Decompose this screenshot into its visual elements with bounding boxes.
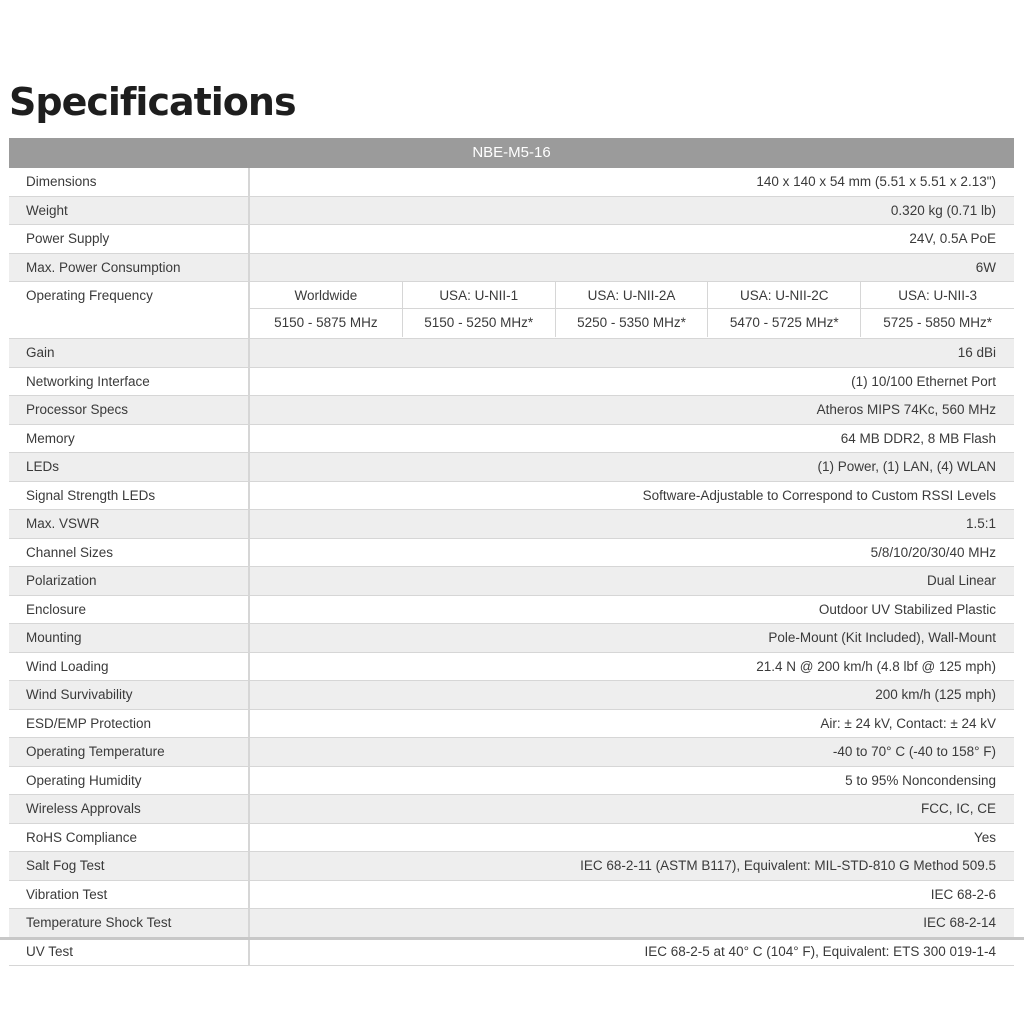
spec-label: Memory [9,425,250,453]
model-header: NBE-M5-16 [9,138,1014,168]
spec-row [9,482,1014,511]
spec-value: IEC 68-2-14 [250,909,1014,937]
spec-label: Channel Sizes [9,539,250,567]
spec-label: Networking Interface [9,368,250,396]
spec-row [9,197,1014,226]
spec-row [9,710,1014,739]
spec-value: 21.4 N @ 200 km/h (4.8 lbf @ 125 mph) [756,658,996,674]
spec-value: Outdoor UV Stabilized Plastic [818,601,996,617]
spec-label: UV Test [9,938,250,966]
spec-label: RoHS Compliance [9,824,250,852]
spec-row [9,539,1014,568]
spec-row [9,396,1014,425]
spec-row [9,852,1014,881]
spec-value: 64 MB DDR2, 8 MB Flash [840,430,996,446]
frequency-region: USA: U-NII-1 [403,282,556,309]
spec-value: IEC 68-2-11 (ASTM B117), Equivalent: MIL-STD-810 G Method 509.5 [250,852,1014,880]
spec-value: 140 x 140 x 54 mm (5.51 x 5.51 x 2.13") [756,174,996,189]
spec-value: (1) Power, (1) LAN, (4) WLAN [250,453,1014,481]
frequency-range: 5150 - 5875 MHz [250,309,403,337]
spec-label: Wind Loading [9,653,250,681]
spec-label: Wireless Approvals [9,795,250,823]
spec-value: Atheros MIPS 74Kc, 560 MHz [250,396,1014,424]
spec-label: Max. VSWR [9,510,250,538]
spec-value: 6W [250,254,1014,282]
spec-label: Operating Frequency [9,282,250,338]
spec-row [9,254,1014,283]
spec-row [9,909,1014,938]
spec-row [9,881,1014,910]
spec-label: Operating Temperature [9,738,250,766]
frequency-region: USA: U-NII-2A [556,282,709,309]
spec-value: 24V, 0.5A PoE [909,231,996,246]
spec-value: 200 km/h (125 mph) [250,681,1014,709]
spec-table [9,138,1014,966]
spec-value: 0.320 kg (0.71 lb) [250,197,1014,225]
spec-label: Dimensions [9,168,250,196]
spec-value: FCC, IC, CE [250,795,1014,823]
spec-value: Dual Linear [250,567,1014,595]
spec-label: ESD/EMP Protection [9,710,250,738]
spec-rows [9,168,1014,966]
spec-value: Pole-Mount (Kit Included), Wall-Mount [250,624,1014,652]
frequency-region: Worldwide [250,282,403,309]
spec-label: LEDs [9,453,250,481]
frequency-grid [250,282,1014,338]
spec-value: 5 to 95% Noncondensing [845,772,996,788]
spec-row [9,596,1014,625]
spec-label: Signal Strength LEDs [9,482,250,510]
spec-value: 16 dBi [250,339,1014,367]
spec-label: Wind Survivability [9,681,250,709]
spec-label: Salt Fog Test [9,852,250,880]
spec-row [9,425,1014,454]
spec-label: Power Supply [9,225,250,253]
spec-label: Polarization [9,567,250,595]
spec-value: IEC 68-2-5 at 40° C (104° F), Equivalent: ETS 300 019-1-4 [644,943,996,959]
frequency-region: USA: U-NII-2C [708,282,861,309]
spec-label: Processor Specs [9,396,250,424]
spec-row [9,824,1014,853]
spec-value: Air: ± 24 kV, Contact: ± 24 kV [820,715,996,731]
spec-row-operating-frequency [9,282,1014,339]
spec-value: (1) 10/100 Ethernet Port [851,373,996,389]
spec-label: Temperature Shock Test [9,909,250,937]
spec-label: Mounting [9,624,250,652]
spec-value: -40 to 70° C (-40 to 158° F) [250,738,1014,766]
spec-value: 5/8/10/20/30/40 MHz [870,544,996,560]
frequency-range: 5150 - 5250 MHz* [403,309,556,337]
spec-row [9,510,1014,539]
frequency-range: 5725 - 5850 MHz* [883,315,992,330]
spec-value: IEC 68-2-6 [930,886,996,902]
page-title: Specifications [9,80,296,124]
spec-label: Enclosure [9,596,250,624]
spec-value: Yes [973,829,996,845]
bottom-rule [0,937,1024,940]
spec-row [9,453,1014,482]
spec-row [9,938,1014,967]
frequency-region: USA: U-NII-3 [861,282,1014,309]
spec-row [9,339,1014,368]
spec-label: Gain [9,339,250,367]
spec-label: Weight [9,197,250,225]
spec-row [9,767,1014,796]
spec-row [9,795,1014,824]
spec-row [9,653,1014,682]
spec-label: Vibration Test [9,881,250,909]
frequency-range: 5250 - 5350 MHz* [556,309,709,337]
spec-row [9,738,1014,767]
spec-label: Operating Humidity [9,767,250,795]
spec-value: 1.5:1 [250,510,1014,538]
frequency-range: 5470 - 5725 MHz* [708,309,861,337]
spec-row [9,168,1014,197]
spec-value: Software-Adjustable to Correspond to Custom RSSI Levels [642,487,996,503]
spec-label: Max. Power Consumption [9,254,250,282]
spec-row [9,681,1014,710]
spec-row [9,225,1014,254]
spec-row [9,368,1014,397]
spec-row [9,624,1014,653]
spec-row [9,567,1014,596]
